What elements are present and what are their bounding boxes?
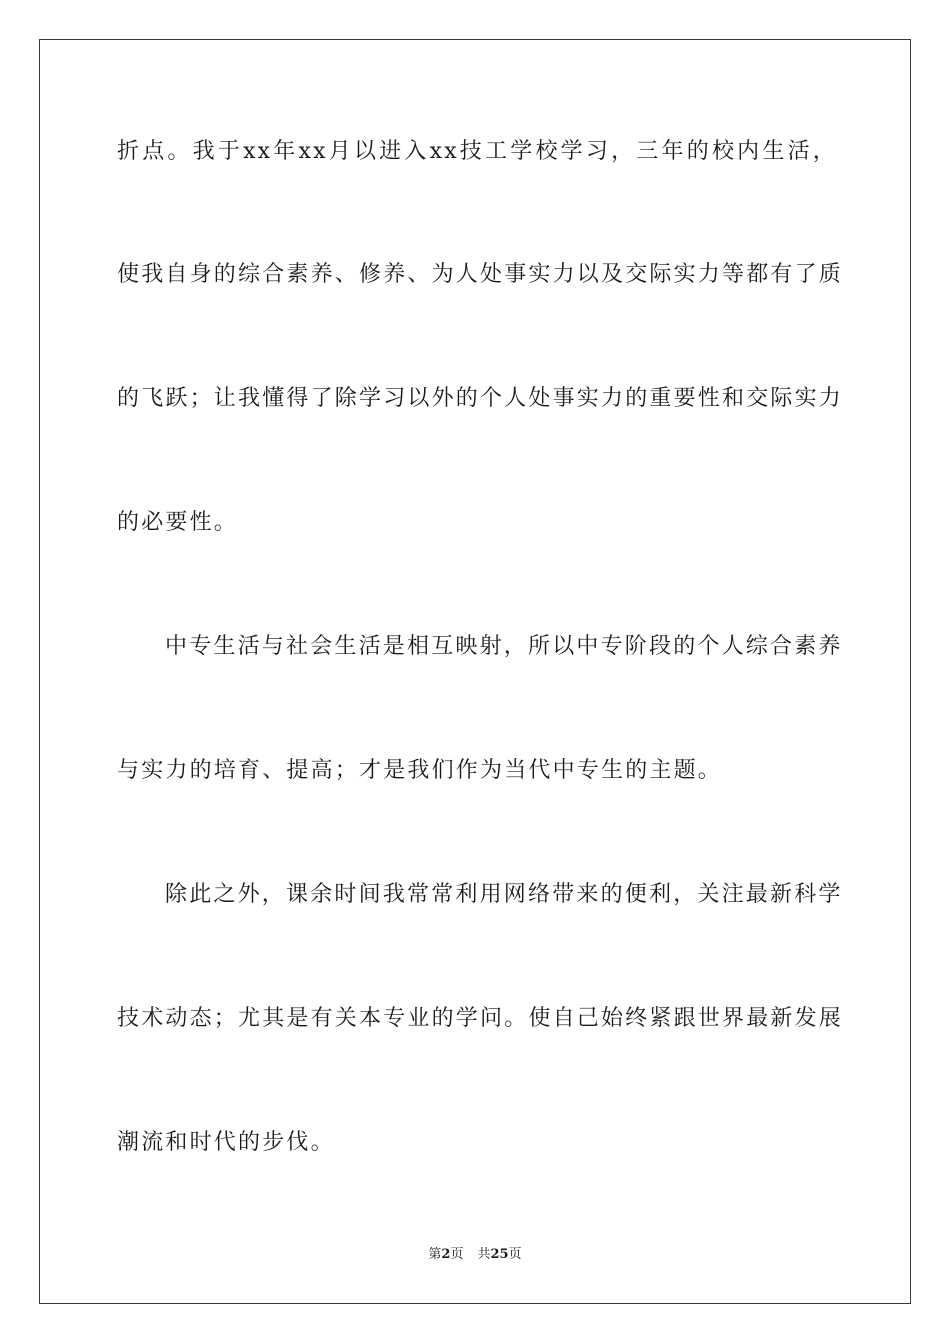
- page-prefix: 第: [428, 1247, 442, 1262]
- total-pages: 25: [490, 1247, 509, 1262]
- page-footer: [0, 1247, 950, 1263]
- paragraph-3-line-2: 技术动态；尤其是有关本专业的学问。使自己始终紧跟世界最新发展: [117, 1006, 844, 1031]
- paragraph-1-line-1: 折点。我于xx年xx月以进入xx技工学校学习，三年的校内生活，: [117, 139, 837, 164]
- paragraph-3-line-1: 除此之外，课余时间我常常利用网络带来的便利，关注最新科学: [165, 882, 843, 907]
- total-prefix: 共: [477, 1247, 491, 1262]
- paragraph-3-line-3: 潮流和时代的步伐。: [117, 1130, 335, 1155]
- page-number: 2: [441, 1247, 451, 1262]
- paragraph-1-line-3: 的飞跃；让我懂得了除学习以外的个人处事实力的重要性和交际实力: [117, 386, 844, 411]
- paragraph-2-line-1: 中专生活与社会生活是相互映射，所以中专阶段的个人综合素养: [165, 634, 843, 659]
- page-suffix: 页: [450, 1247, 464, 1262]
- total-suffix: 页: [508, 1247, 522, 1262]
- paragraph-2-line-2: 与实力的培育、提高；才是我们作为当代中专生的主题。: [117, 758, 723, 783]
- paragraph-1-line-2: 使我自身的综合素养、修养、为人处事实力以及交际实力等都有了质: [117, 262, 844, 287]
- paragraph-1-line-4: 的必要性。: [117, 510, 239, 535]
- page-border: [39, 39, 911, 1304]
